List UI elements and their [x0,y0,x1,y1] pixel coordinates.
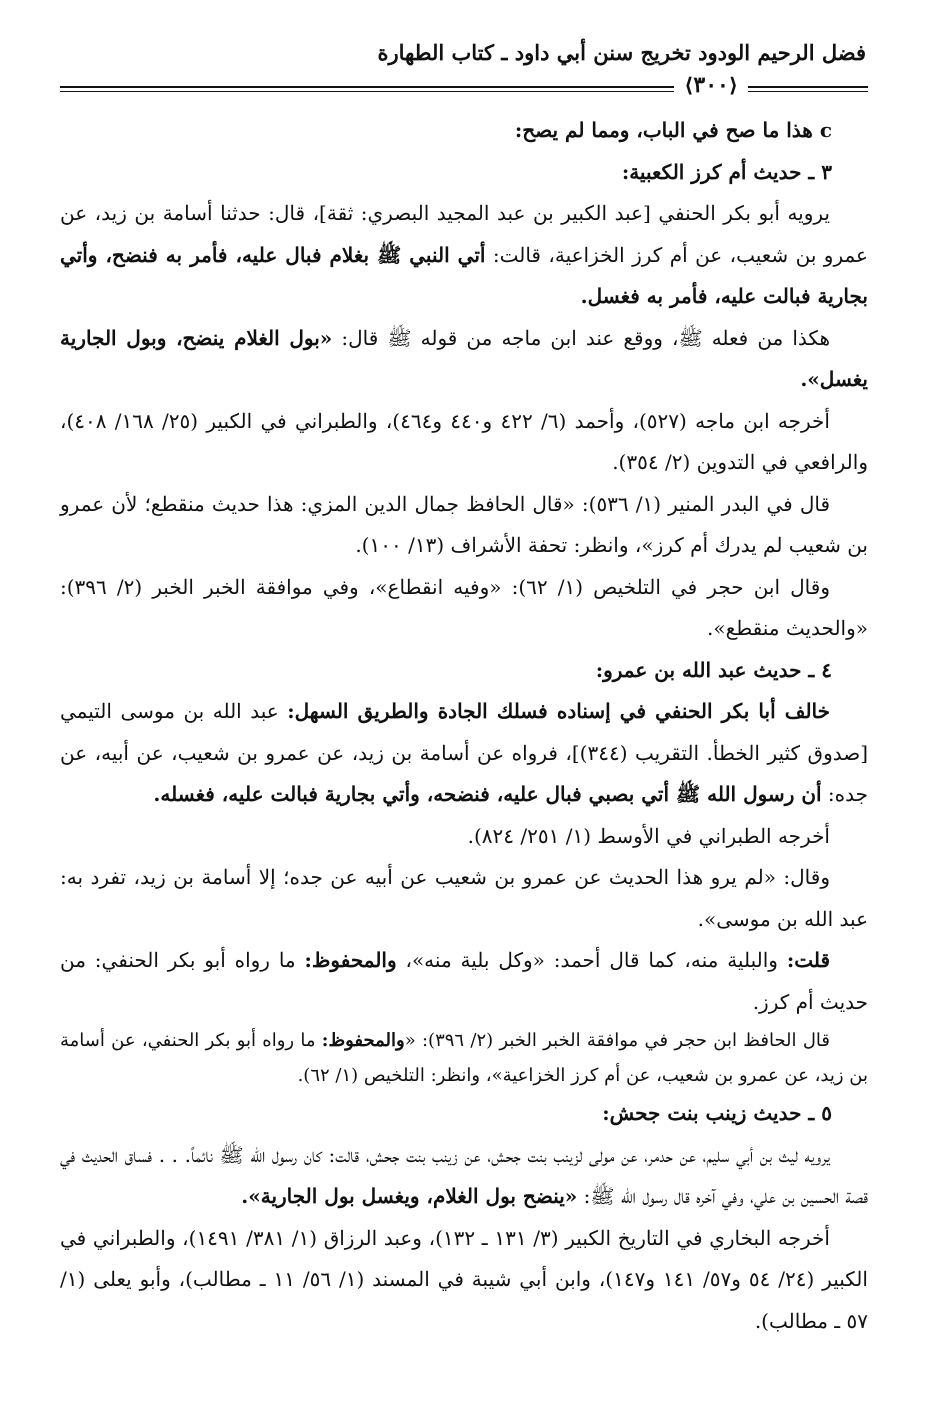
paragraph: أخرجه الطبراني في الأوسط (١/ ٢٥١/ ٨٢٤). [467,823,830,848]
page-number: ⟨٣٠٠⟩ [674,72,748,98]
paragraph: يرويه ليث بن أبي سليم، عن حدمر، عن مولى لزينب بنت جحش، عن زينب بنت جحش، قالت: كان رسول الله ﷺ نائماً. . . فساق الحديث في قصة الحسين بن علي، وفي آخره قال رسول الله ﷺ: «ينضح بول الغلام، ويغسل بول الجارية». [60,1142,868,1208]
heading-hadith-5: ٥ ـ حديث زينب بنت جحش: [602,1101,832,1125]
paragraph: وقال ابن حجر في التلخيص (١/ ٦٢): «وفيه انقطاع»، وفي موافقة الخبر الخبر (٢/ ٣٩٦): «والحديث منقطع». [60,574,868,640]
paragraph: قال في البدر المنير (١/ ٥٣٦): «قال الحافظ جمال الدين المزي: هذا حديث منقطع؛ لأن عمرو بن شعيب لم يدرك أم كرز»، وانظر: تحفة الأشراف (١٣/ ١٠٠). [60,491,868,557]
paragraph: أخرجه البخاري في التاريخ الكبير (٣/ ١٣١ ـ ١٣٢)، وعبد الرزاق (١/ ٣٨١/ ١٤٩١)، والطبراني في الكبير (٢٤/ ٥٤ و٥٧/ ١٤١ و١٤٧)، وابن أبي شيبة في المسند (١/ ٥٦/ ١١ ـ مطالب)، وأبو يعلى (١/ ٥٧ ـ مطالب). [60,1225,868,1333]
paragraph: قال الحافظ ابن حجر في موافقة الخبر الخبر (٢/ ٣٩٦): «والمحفوظ: ما رواه أبو بكر الحنفي، عن أسامة بن زيد، عن عمرو بن شعيب، عن أم كرز الخزاعية»، وانظر: التلخيص (١/ ٦٢). [60,1030,868,1086]
book-page [60,40,868,1370]
heading-hadith-4: ٤ ـ حديث عبد الله بن عمرو: [595,657,832,682]
paragraph: يرويه أبو بكر الحنفي [عبد الكبير بن عبد المجيد البصري: ثقة]، قال: حدثنا أسامة بن زيد، عن عمرو بن شعيب، عن أم كرز الخزاعية، قالت: أتي النبي ﷺ بغلام فبال عليه، فأمر به فنضح، وأتي بجارية فبالت عليه، فأمر به فغسل. [60,201,868,308]
paragraph: هكذا من فعله ﷺ، ووقع عند ابن ماجه من قوله ﷺ قال: «بول الغلام ينضح، وبول الجارية يغسل». [60,325,868,391]
running-header [60,40,868,74]
paragraph: وقال: «لم يرو هذا الحديث عن عمرو بن شعيب عن أبيه عن جده؛ إلا أسامة بن زيد، تفرد به: عبد الله بن موسى». [60,865,868,931]
page-content [60,110,868,1342]
section-intro: c هذا ما صح في الباب، ومما لم يصح: [514,118,832,142]
paragraph: أخرجه ابن ماجه (٥٢٧)، وأحمد (٦/ ٤٢٢ و٤٤٠ و٤٦٤)، والطبراني في الكبير (٢٥/ ١٦٨/ ٤٠٨)، والرافعي في التدوين (٢/ ٣٥٤). [60,408,868,474]
paragraph: قلت: والبلية منه، كما قال أحمد: «وكل بلية منه»، والمحفوظ: ما رواه أبو بكر الحنفي: من حديث أم كرز. [60,948,868,1014]
heading-hadith-3: ٣ ـ حديث أم كرز الكعبية: [621,159,832,184]
header-rule [60,72,868,102]
header-title: فضل الرحيم الودود تخريج سنن أبي داود ـ كتاب الطهارة [377,40,866,65]
paragraph: خالف أبا بكر الحنفي في إسناده فسلك الجادة والطريق السهل: عبد الله بن موسى التيمي [صدوق كثير الخطأ. التقريب (٣٤٤)]، فرواه عن أسامة بن زيد، عن عمرو بن شعيب، عن أبيه، عن جده: أن رسول الله ﷺ أتي بصبي فبال عليه، فنضحه، وأتي بجارية فبالت عليه، فغسله. [60,699,869,806]
